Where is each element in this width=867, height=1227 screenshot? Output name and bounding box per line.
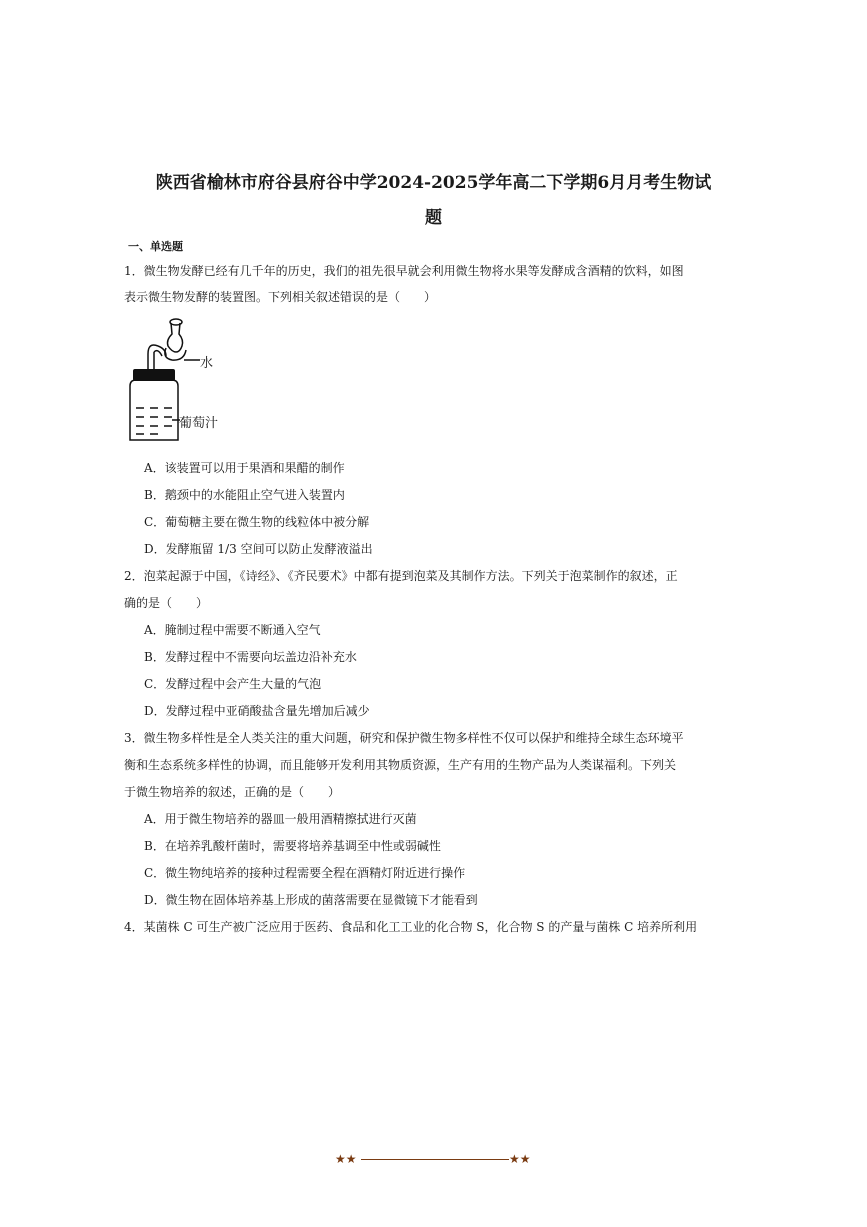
figure-label-water: 水 [200, 356, 214, 371]
question-2-option-d: D．发酵过程中亚硝酸盐含量先增加后减少 [144, 704, 370, 718]
question-2-option-a: A．腌制过程中需要不断通入空气 [144, 623, 321, 637]
footer-stars-right: ★★ [509, 1152, 531, 1166]
question-2-option-c: C．发酵过程中会产生大量的气泡 [144, 677, 322, 691]
footer-ornament [335, 1152, 535, 1168]
figure-label-grape-juice: 葡萄汁 [179, 416, 219, 431]
question-2-line-2: 确的是（ ） [124, 596, 209, 610]
footer-stars-left: ★★ [335, 1152, 357, 1166]
question-1-option-d: D．发酵瓶留 1/3 空间可以防止发酵液溢出 [144, 542, 373, 556]
question-1-option-a: A．该装置可以用于果酒和果醋的制作 [144, 461, 345, 475]
section-heading: 一、单选题 [128, 240, 183, 253]
question-3-option-a: A．用于微生物培养的器皿一般用酒精擦拭进行灭菌 [144, 812, 417, 826]
question-3-line-1: 3．微生物多样性是全人类关注的重大问题，研究和保护微生物多样性不仅可以保护和维持全球生态环境平 [124, 731, 684, 745]
fermentation-apparatus-figure [122, 316, 222, 446]
question-4-line-1: 4．某菌株 C 可生产被广泛应用于医药、食品和化工工业的化合物 S，化合物 S 的产量与菌株 C 培养所利用 [124, 920, 698, 934]
question-1-option-c: C．葡萄糖主要在微生物的线粒体中被分解 [144, 515, 370, 529]
question-1-option-b: B．鹅颈中的水能阻止空气进入装置内 [144, 488, 345, 502]
question-3-line-2: 衡和生态系统多样性的协调，而且能够开发利用其物质资源，生产有用的生物产品为人类谋福利。下列关 [124, 758, 677, 772]
page-title-line-1: 陕西省榆林市府谷县府谷中学2024-2025学年高二下学期6月月考生物试 [155, 173, 712, 193]
question-2-option-b: B．发酵过程中不需要向坛盖边沿补充水 [144, 650, 357, 664]
question-1-line-1: 1．微生物发酵已经有几千年的历史，我们的祖先很早就会利用微生物将水果等发酵成含酒精的饮料，如图 [124, 264, 684, 278]
question-1-line-2: 表示微生物发酵的装置图。下列相关叙述错误的是（ ） [124, 290, 437, 304]
question-3-option-d: D．微生物在固体培养基上形成的菌落需要在显微镜下才能看到 [144, 893, 478, 907]
question-3-option-b: B．在培养乳酸杆菌时，需要将培养基调至中性或弱碱性 [144, 839, 441, 853]
question-3-option-c: C．微生物纯培养的接种过程需要全程在酒精灯附近进行操作 [144, 866, 466, 880]
question-2-line-1: 2．泡菜起源于中国，《诗经》、《齐民要术》中都有提到泡菜及其制作方法。下列关于泡菜制作的叙述，正 [124, 569, 678, 583]
footer-divider-line [361, 1159, 509, 1160]
question-3-line-3: 于微生物培养的叙述，正确的是（ ） [124, 785, 341, 799]
page-title-line-2: 题 [425, 208, 442, 228]
